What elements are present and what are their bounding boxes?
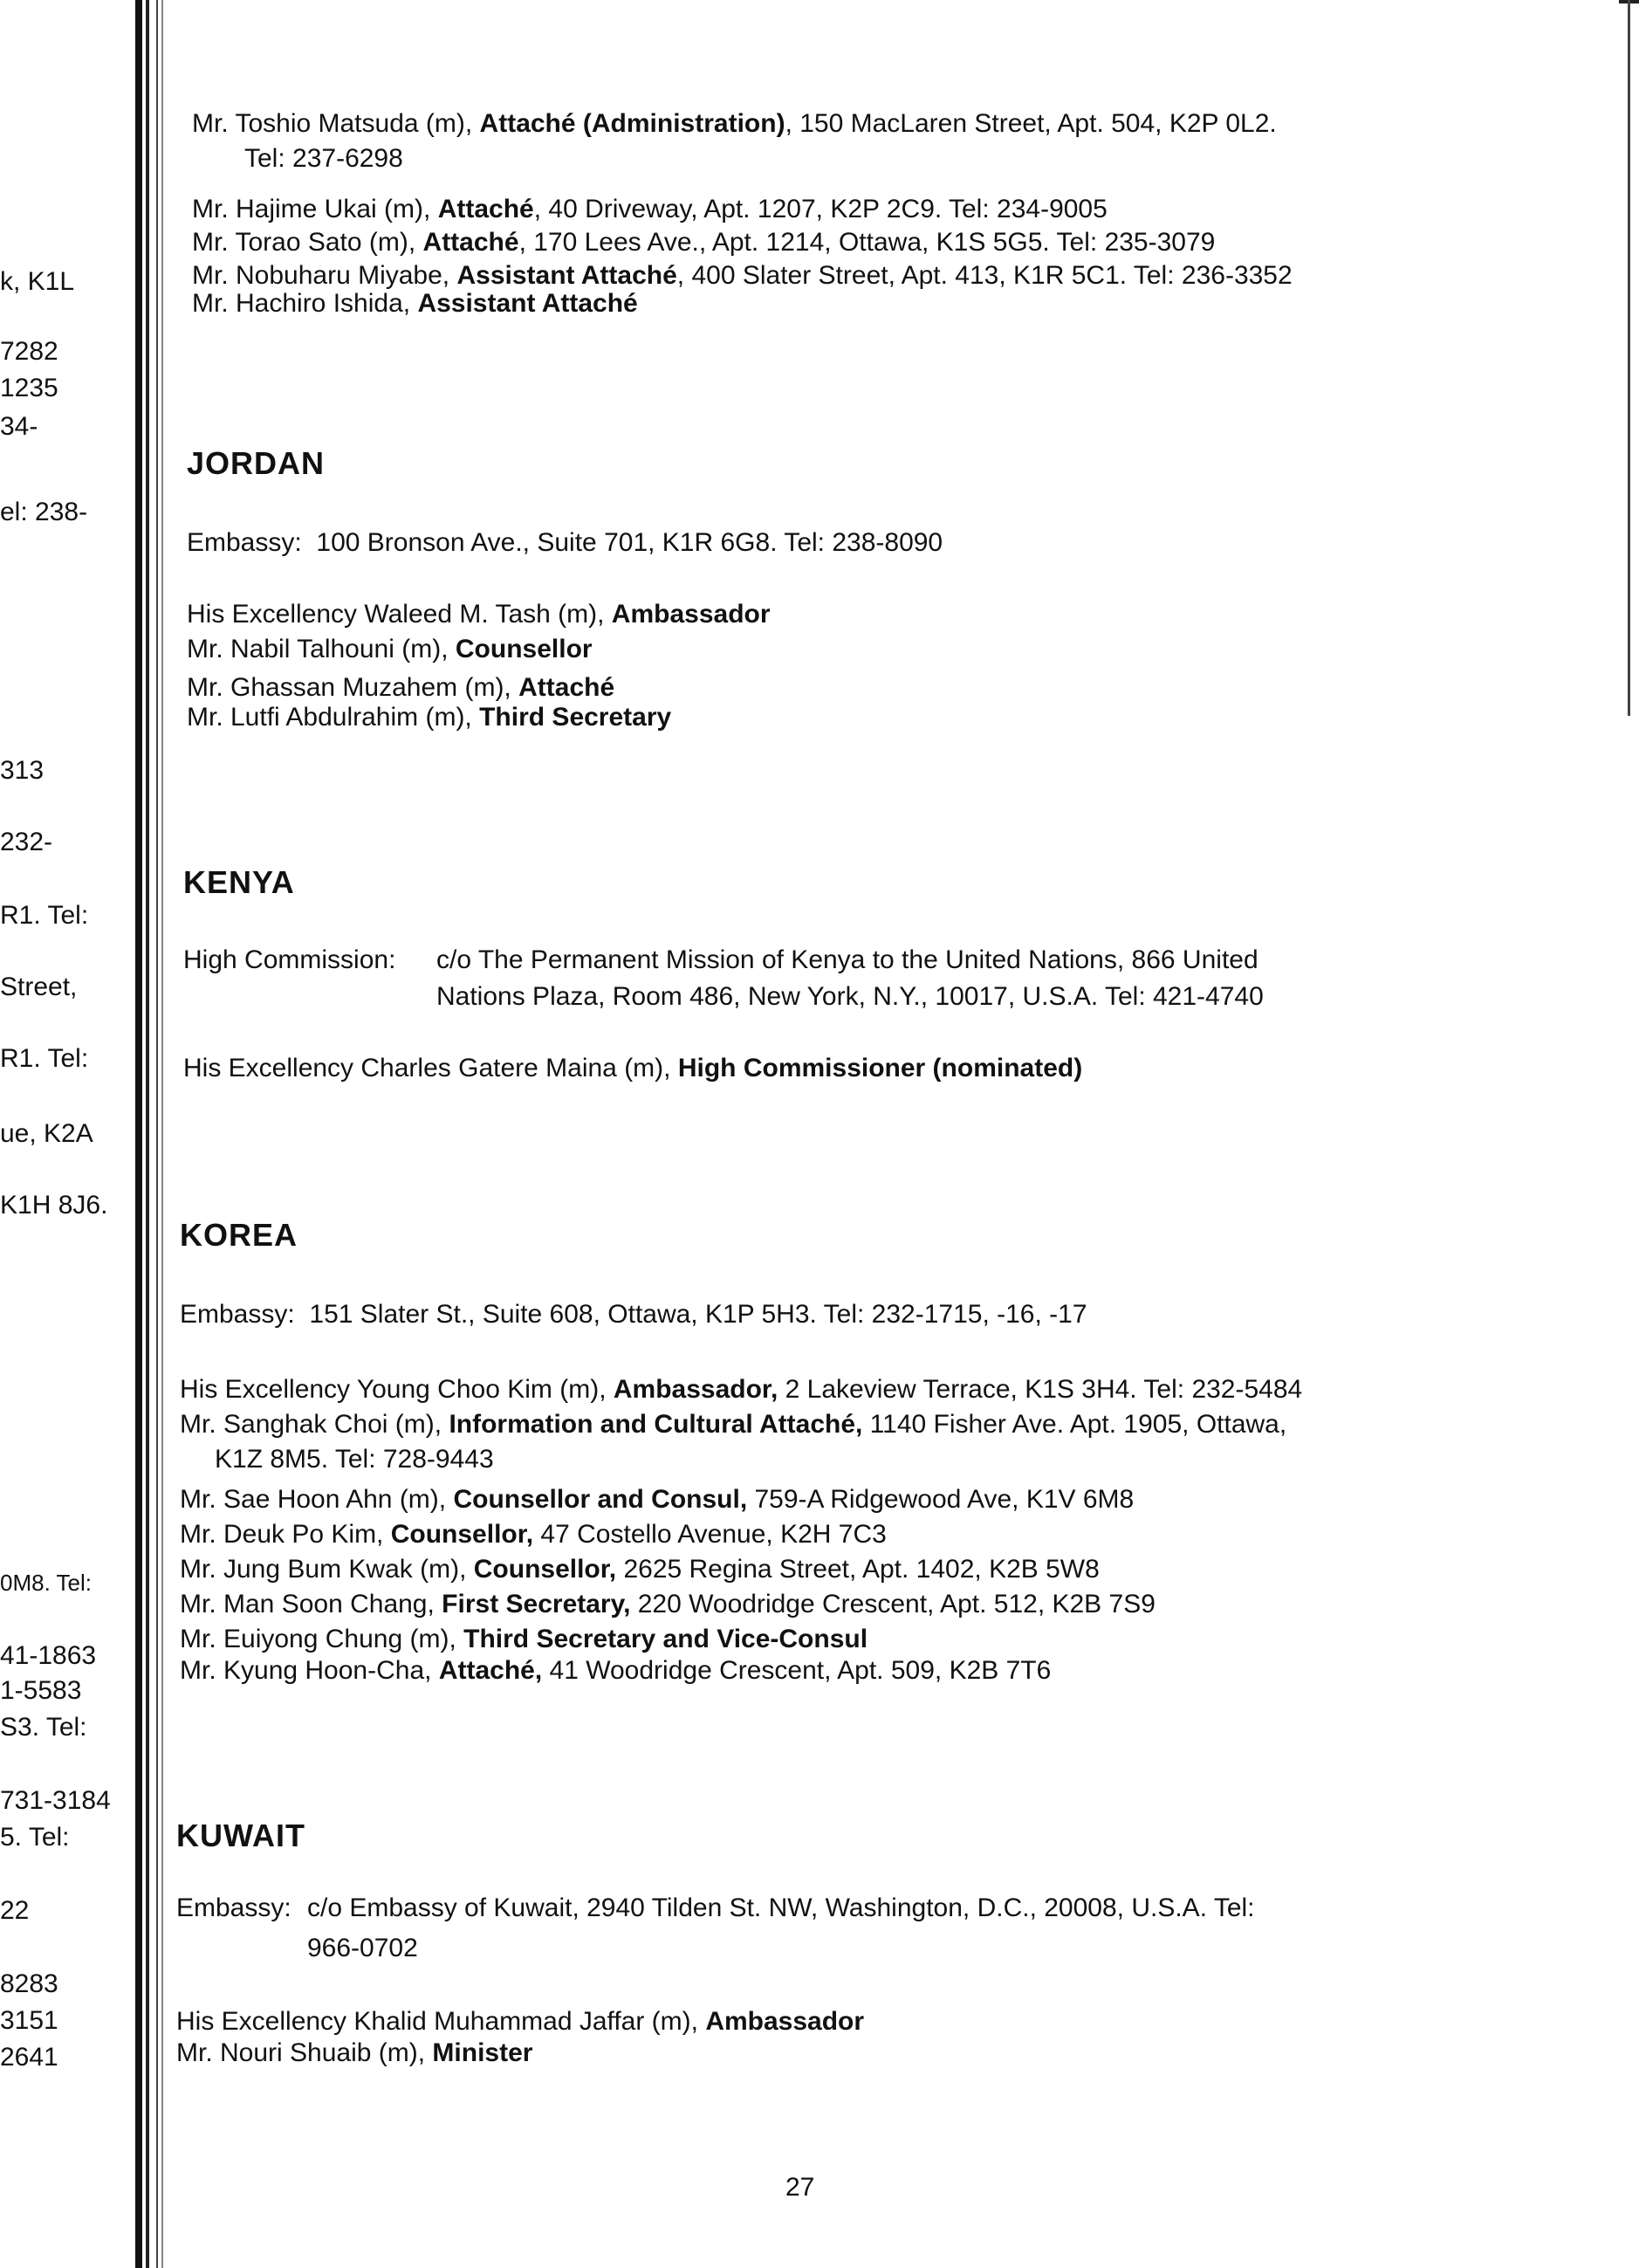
fragment-text: 8283 — [0, 1969, 58, 1998]
entry-line: Mr. Kyung Hoon-Cha, Attaché, 41 Woodridge Crescent, Apt. 509, K2B 7T6 — [180, 1656, 1052, 1685]
gutter-line — [161, 0, 163, 2268]
fragment-text: 731-3184 — [0, 1786, 111, 1815]
scan-edge — [1619, 0, 1639, 2268]
country-heading: KENYA — [183, 864, 295, 900]
entry-line: Mr. Hachiro Ishida, Assistant Attaché — [192, 289, 638, 318]
office-line: High Commission: c/o The Permanent Mission of Kenya to the United Nations, 866 United — [183, 945, 1258, 974]
scan-edge-line — [1628, 0, 1630, 716]
entry-line: Mr. Hajime Ukai (m), Attaché, 40 Driveway, Apt. 1207, K2P 2C9. Tel: 234-9005 — [192, 195, 1108, 223]
fragment-text: K1H 8J6. — [0, 1191, 108, 1220]
entry-line: Mr. Sanghak Choi (m), Information and Cultural Attaché, 1140 Fisher Ave. Apt. 1905, Ottawa, — [180, 1410, 1287, 1439]
fragment-text: 232- — [0, 828, 53, 856]
gutter-line — [135, 0, 142, 2268]
gutter-line — [156, 0, 158, 2268]
binding-gutter — [135, 0, 170, 2268]
office-continuation: Nations Plaza, Room 486, New York, N.Y., 10017, U.S.A. Tel: 421-4740 — [436, 982, 1264, 1011]
fragment-text: 313 — [0, 756, 45, 785]
fragment-text: R1. Tel: — [0, 901, 89, 930]
entry-line: Mr. Nabil Talhouni (m), Counsellor — [187, 635, 593, 663]
entry-line: His Excellency Waleed M. Tash (m), Ambassador — [187, 600, 771, 629]
office-continuation: 966-0702 — [307, 1934, 418, 1962]
office-line: Embassy: 100 Bronson Ave., Suite 701, K1R 6G8. Tel: 238-8090 — [187, 528, 943, 557]
fragment-text: 7282 — [0, 337, 58, 366]
fragment-text: Street, — [0, 972, 78, 1001]
entry-line: Mr. Man Soon Chang, First Secretary, 220 Woodridge Crescent, Apt. 512, K2B 7S9 — [180, 1590, 1156, 1619]
fragment-text: 3151 — [0, 2006, 58, 2035]
main-column — [175, 0, 1466, 2268]
fragment-text: 34- — [0, 412, 38, 441]
office-line: Embassy: c/o Embassy of Kuwait, 2940 Tilden St. NW, Washington, D.C., 20008, U.S.A. Tel: — [176, 1893, 1255, 1922]
gutter-line — [146, 0, 149, 2268]
entry-line: His Excellency Charles Gatere Maina (m), High Commissioner (nominated) — [183, 1054, 1083, 1082]
fragment-text: 22 — [0, 1896, 30, 1925]
fragment-text: 2641 — [0, 2043, 58, 2072]
entry-line: Mr. Lutfi Abdulrahim (m), Third Secretary — [187, 703, 672, 732]
entry-line: Mr. Nouri Shuaib (m), Minister — [176, 2038, 533, 2067]
fragment-text: 1235 — [0, 374, 58, 402]
fragment-text: k, K1L — [0, 267, 75, 296]
fragment-text: R1. Tel: — [0, 1044, 89, 1073]
office-line: Embassy: 151 Slater St., Suite 608, Ottawa, K1P 5H3. Tel: 232-1715, -16, -17 — [180, 1300, 1087, 1329]
entry-line: Mr. Jung Bum Kwak (m), Counsellor, 2625 Regina Street, Apt. 1402, K2B 5W8 — [180, 1555, 1100, 1584]
entry-line: Mr. Ghassan Muzahem (m), Attaché — [187, 673, 615, 702]
entry-line: Mr. Deuk Po Kim, Counsellor, 47 Costello Avenue, K2H 7C3 — [180, 1520, 887, 1549]
entry-continuation: K1Z 8M5. Tel: 728-9443 — [215, 1445, 494, 1474]
fragment-text: ue, K2A — [0, 1119, 93, 1148]
entry-line: Mr. Nobuharu Miyabe, Assistant Attaché, 400 Slater Street, Apt. 413, K1R 5C1. Tel: 236-3352 — [192, 261, 1293, 290]
entry-line: Mr. Torao Sato (m), Attaché, 170 Lees Ave., Apt. 1214, Ottawa, K1S 5G5. Tel: 235-3079 — [192, 228, 1216, 257]
entry-line: His Excellency Khalid Muhammad Jaffar (m), Ambassador — [176, 2007, 865, 2036]
entry-continuation: Tel: 237-6298 — [244, 144, 403, 173]
entry-line: His Excellency Young Choo Kim (m), Ambassador, 2 Lakeview Terrace, K1S 3H4. Tel: 232-5484 — [180, 1375, 1303, 1404]
fragment-text: S3. Tel: — [0, 1713, 87, 1742]
country-heading: KUWAIT — [176, 1818, 305, 1853]
fragment-text: el: 238- — [0, 498, 88, 526]
entry-line: Mr. Toshio Matsuda (m), Attaché (Administration), 150 MacLaren Street, Apt. 504, K2P 0L2. — [192, 109, 1277, 138]
page-number: 27 — [785, 2173, 815, 2202]
fragment-text: 41-1863 — [0, 1641, 97, 1670]
entry-line: Mr. Euiyong Chung (m), Third Secretary and Vice-Consul — [180, 1625, 868, 1653]
country-heading: KOREA — [180, 1217, 298, 1253]
country-heading: JORDAN — [187, 445, 326, 481]
fragment-text: 0M8. Tel: — [0, 1570, 93, 1596]
fragment-text: 1-5583 — [0, 1676, 82, 1705]
fragment-text: 5. Tel: — [0, 1823, 70, 1852]
entry-line: Mr. Sae Hoon Ahn (m), Counsellor and Consul, 759-A Ridgewood Ave, K1V 6M8 — [180, 1485, 1135, 1514]
facing-page-fragments — [0, 0, 131, 2268]
